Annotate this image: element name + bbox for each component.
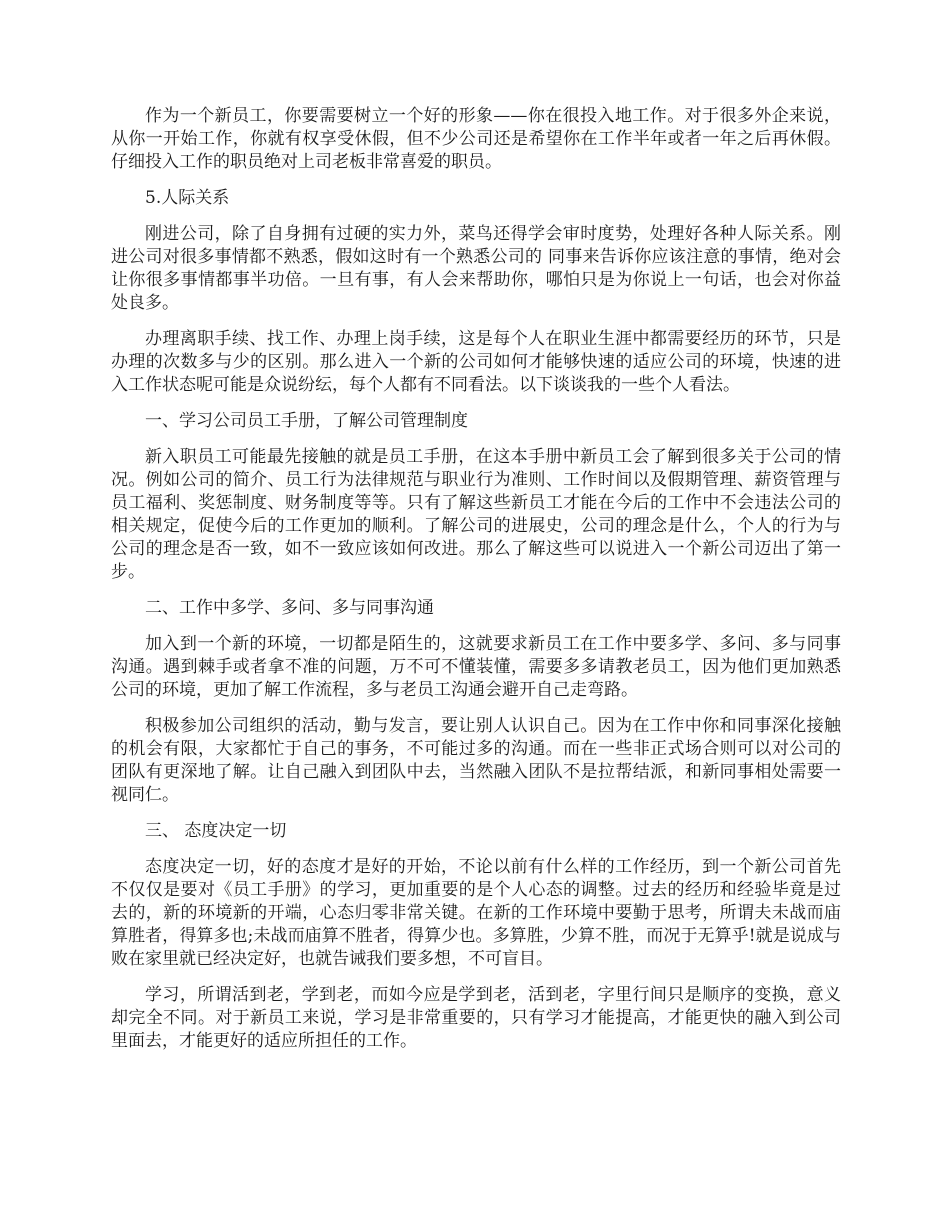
paragraph-new-employee-image: 作为一个新员工，你要需要树立一个好的形象——你在很投入地工作。对于很多外企来说，从你一开始工作，你就有权享受休假，但不少公司还是希望你在工作半年或者一年之后再休假。仔细投入工作的职员绝对上司老板非常喜爱的职员。: [111, 106, 841, 172]
document-body: [111, 105, 841, 1066]
section-heading-attitude: 三、 态度决定一切: [145, 821, 287, 841]
section-heading-handbook: 一、学习公司员工手册，了解公司管理制度: [145, 411, 468, 431]
paragraph-handbook: 新入职员工可能最先接触的就是员工手册，在这本手册中新员工会了解到很多关于公司的情况。例如公司的简介、员工行为法律规范与职业行为准则、工作时间以及假期管理、薪资管理与员工福利、奖惩制度、财务制度等等。只有了解这些新员工才能在今后的工作中不会违法公司的相关规定，促使今后的工作更加的顺利。了解公司的进展史，公司的理念是什么，个人的行为与公司的理念是否一致，如不一致应该如何改进。那么了解这些可以说进入一个新公司迈出了第一步。: [111, 447, 841, 582]
section-heading-interpersonal: 5.人际关系: [145, 188, 230, 208]
paragraph-interpersonal: 刚进公司，除了自身拥有过硬的实力外，菜鸟还得学会审时度势，处理好各种人际关系。刚进公司对很多事情都不熟悉，假如这时有一个熟悉公司的 同事来告诉你应该注意的事情，绝对会让你很多事情都事半功倍。一旦有事，有人会来帮助你，哪怕只是为你说上一句话，也会对你益处良多。: [111, 224, 841, 313]
paragraph-activities: 积极参加公司组织的活动，勤与发言，要让别人认识自己。因为在工作中你和同事深化接触的机会有限，大家都忙于自己的事务，不可能过多的沟通。而在一些非正式场合则可以对公司的团队有更深地了解。让自己融入到团队中去，当然融入团队不是拉帮结派，和新同事相处需要一视同仁。: [111, 716, 841, 805]
paragraph-communication: 加入到一个新的环境，一切都是陌生的，这就要求新员工在工作中要多学、多问、多与同事沟通。遇到棘手或者拿不准的问题，万不可不懂装懂，需要多多请教老员工，因为他们更加熟悉公司的环境，更加了解工作流程，多与老员工沟通会避开自己走弯路。: [111, 634, 841, 700]
paragraph-learning: 学习，所谓活到老，学到老，而如今应是学到老，活到老，字里行间只是顺序的变换，意义却完全不同。对于新员工来说，学习是非常重要的，只有学习才能提高，才能更快的融入到公司里面去，才能更好的适应所担任的工作。: [111, 985, 841, 1051]
paragraph-onboarding-intro: 办理离职手续、找工作、办理上岗手续，这是每个人在职业生涯中都需要经历的环节，只是办理的次数多与少的区别。那么进入一个新的公司如何才能够快速的适应公司的环境，快速的进入工作状态呢可能是众说纷纭，每个人都有不同看法。以下谈谈我的一些个人看法。: [111, 329, 841, 395]
paragraph-attitude: 态度决定一切，好的态度才是好的开始，不论以前有什么样的工作经历，到一个新公司首先不仅仅是要对《员工手册》的学习，更加重要的是个人心态的调整。过去的经历和经验毕竟是过去的，新的环境新的开端，心态归零非常关键。在新的工作环境中要勤于思考，所谓夫未战而庙算胜者，得算多也;未战而庙算不胜者，得算少也。多算胜，少算不胜，而况于无算乎!就是说成与败在家里就已经决定好，也就告诫我们要多想，不可盲目。: [111, 857, 841, 969]
section-heading-communication: 二、工作中多学、多问、多与同事沟通: [145, 598, 434, 618]
